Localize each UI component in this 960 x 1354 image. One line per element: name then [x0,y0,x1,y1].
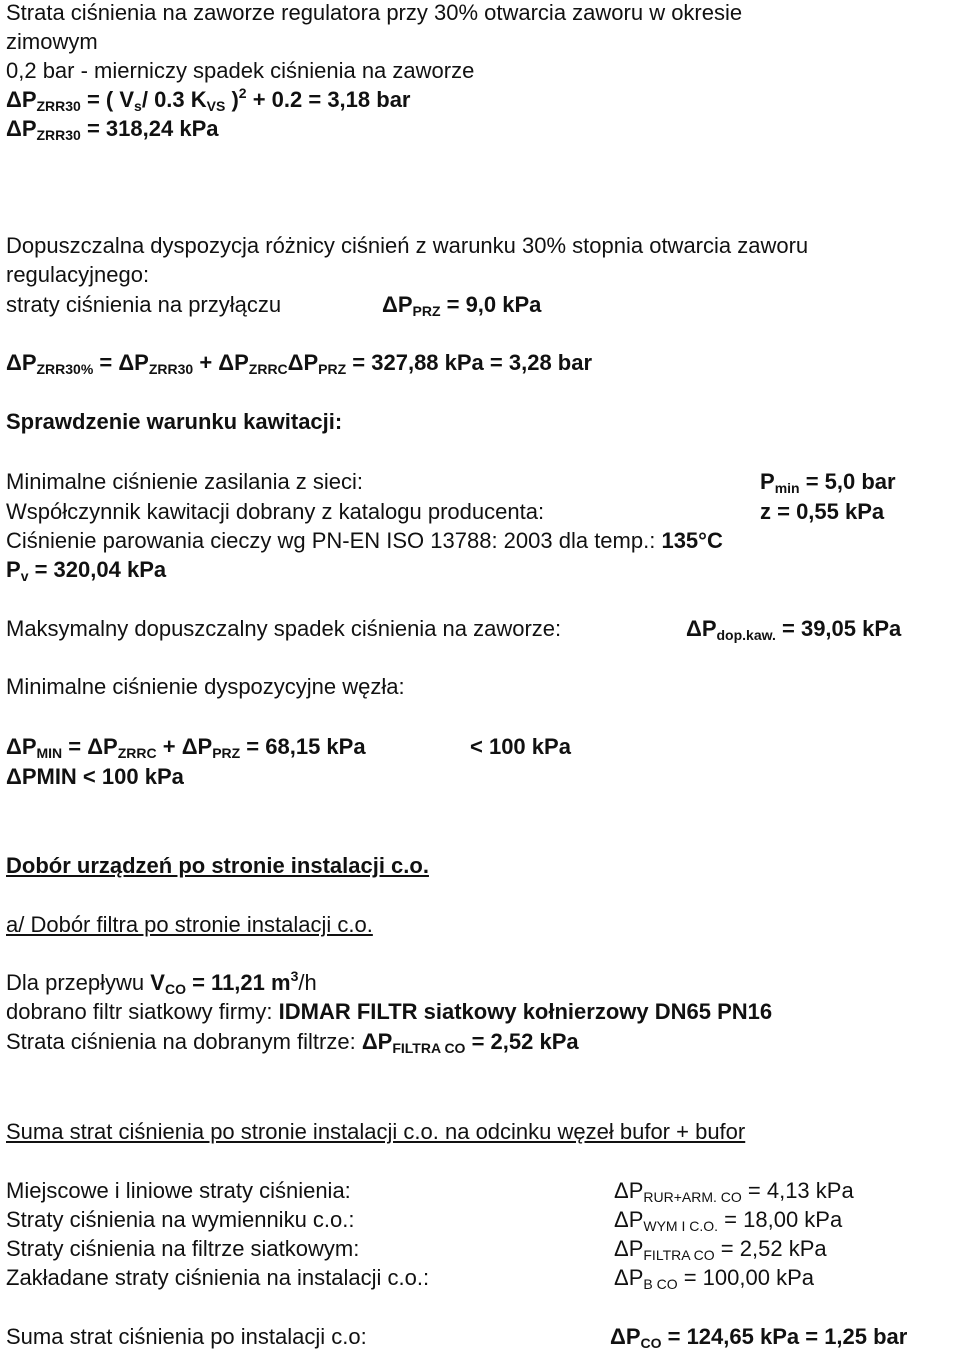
text-line: Minimalne ciśnienie dyspozycyjne węzła: [6,674,405,699]
text-line: Maksymalny dopuszczalny spadek ciśnienia na zaworze: [6,616,562,641]
value-dp-dop-kaw: $\Delta P_{dop.kaw.} = 39,05$ kPa [686,616,902,643]
limit-value: < 100 kPa [470,734,571,759]
table-row-label: Zakładane straty ciśnienia na instalacji c.o.: [6,1265,430,1290]
table-row-label: Straty ciśnienia na wymienniku c.o.: [6,1207,355,1232]
table-row-value: $\Delta P_{B CO} = 100,00$ kPa [614,1265,814,1292]
section-heading: Suma strat ciśnienia po stronie instalacji c.o. na odcinku węzeł bufor + bufor [6,1119,746,1144]
table-row-label: Miejscowe i liniowe straty ciśnienia: [6,1178,351,1203]
table-row-value: $\Delta P_{FILTRA CO} = 2,52$ kPa [614,1236,827,1263]
text-line: straty ciśnienia na przyłączu [6,292,282,317]
text-line: Minimalne ciśnienie zasilania z sieci: [6,469,364,494]
value-pv: $P_v = 320,04$ kPa [6,557,167,584]
value-dp-prz: $\Delta P_{PRZ} = 9,0$ kPa [382,292,542,319]
section-heading: Sprawdzenie warunku kawitacji: [6,409,343,434]
text-line: zimowym [6,29,98,54]
table-row-value: $\Delta P_{RUR+ARM. CO} = 4,13$ kPa [614,1178,854,1205]
text-line: regulacyjnego: [6,262,150,287]
table-row-value: $\Delta P_{WYM I C.O.} = 18,00$ kPa [614,1207,843,1234]
text-line: Ciśnienie parowania cieczy wg PN-EN ISO 13788: 2003 dla temp.: 135°C [6,528,723,553]
text-line: Dla przepływu $V_{CO} = 11,21$ $m^3/h$ [6,968,317,997]
subsection-heading: a/ Dobór filtra po stronie instalacji c.o. [6,912,373,937]
text-line: dobrano filtr siatkowy firmy: IDMAR FILTR siatkowy kołnierzowy DN65 PN16 [6,999,773,1024]
value-p-min: $P_{min} = 5,0$ bar [760,469,896,496]
text-line: ΔPMIN < 100 kPa [6,764,184,789]
text-line: Dopuszczalna dyspozycja różnicy ciśnień z warunku 30% stopnia otwarcia zaworu [6,233,809,258]
text-line: Strata ciśnienia na zaworze regulatora przy 30% otwarcia zaworu w okresie [6,0,743,25]
table-row-label: Straty ciśnienia na filtrze siatkowym: [6,1236,360,1261]
formula-dp-zrr30pct: $\Delta P_{ZRR30\%} = \Delta P_{ZRR30} + \Delta P_{ZRRC}\Delta P_{PRZ} = 327,88$ kPa = 3,28 bar [6,350,593,377]
sum-value: $\Delta P_{CO} = 124,65$ kPa = 1,25 bar [610,1324,908,1351]
text-line: 0,2 bar - mierniczy spadek ciśnienia na zaworze [6,58,475,83]
text-line: Współczynnik kawitacji dobrany z katalogu producenta: [6,499,545,524]
formula-dp-zrr30: $\Delta P_{ZRR30}$ = ( $V_s/$ 0.3 $K_{VS}$ )$^2$ + 0.2 = 3,18 bar [6,85,411,114]
sum-label: Suma strat ciśnienia po instalacji c.o: [6,1324,367,1349]
text-line: Strata ciśnienia na dobranym filtrze: $\Delta P_{FILTRA CO} = 2,52$ kPa [6,1029,579,1056]
formula-dp-min: $\Delta P_{MIN} = \Delta P_{ZRRC} + \Delta P_{PRZ} = 68,15$ kPa [6,734,366,761]
section-heading: Dobór urządzeń po stronie instalacji c.o. [6,853,429,878]
value-z: z = 0,55 kPa [760,499,885,524]
formula-dp-zrr30-kpa: $\Delta P_{ZRR30} = 318,24$ kPa [6,116,219,143]
